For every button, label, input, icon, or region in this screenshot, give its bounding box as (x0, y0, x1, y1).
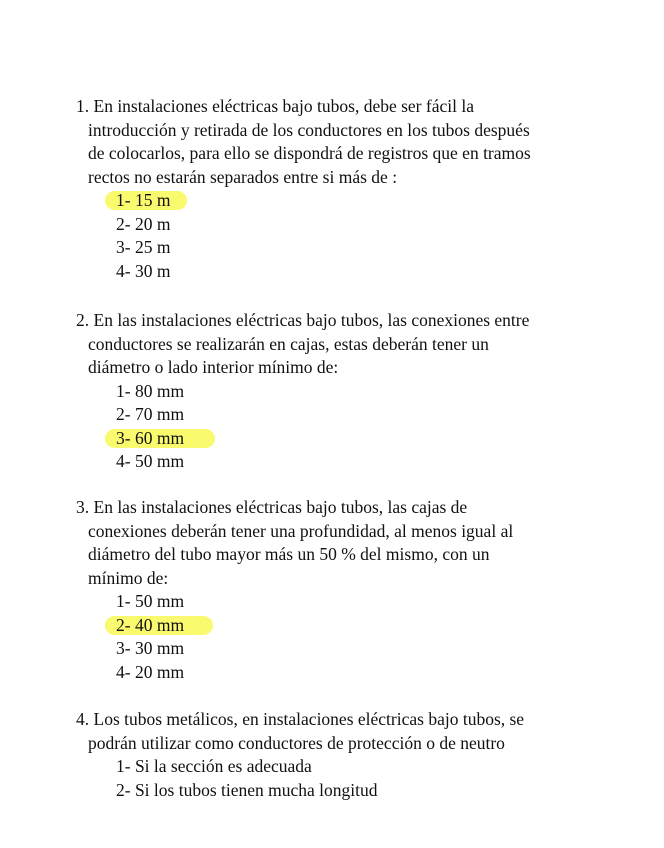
question-3 (76, 496, 616, 684)
option-label: 3- 60 mm (116, 427, 185, 448)
question-3-line-4: mínimo de: (88, 567, 169, 588)
option-label: 2- 70 mm (116, 404, 185, 424)
question-2-option-4 (76, 450, 616, 474)
option-label: 2- Si los tubos tienen mucha longitud (116, 779, 378, 800)
question-1-line-1: 1. En instalaciones eléctricas bajo tubos, debe ser fácil la (76, 96, 474, 116)
question-1-option-4 (76, 260, 616, 284)
option-label: 4- 30 m (116, 260, 171, 281)
question-1-option-3 (76, 236, 616, 260)
option-label: 4- 20 mm (116, 661, 185, 682)
option-label: 1- 80 mm (116, 380, 185, 401)
question-1 (76, 95, 616, 283)
question-2-line-3: diámetro o lado interior mínimo de: (88, 357, 339, 377)
question-1-option-2 (76, 213, 616, 237)
question-4 (76, 708, 616, 802)
option-label: 2- 20 m (116, 213, 171, 234)
question-1-line-2: introducción y retirada de los conductores en los tubos después (88, 119, 530, 140)
question-4-option-1 (76, 755, 616, 779)
option-label: 1- Si la sección es adecuada (116, 756, 312, 776)
option-label: 3- 30 mm (116, 638, 185, 658)
question-3-line-3: diámetro del tubo mayor más un 50 % del mismo, con un (88, 544, 490, 564)
question-3-option-4 (76, 661, 616, 685)
question-3-line-1: 3. En las instalaciones eléctricas bajo tubos, las cajas de (76, 497, 468, 517)
question-2-option-3 (76, 427, 616, 451)
question-2-line-2: conductores se realizarán en cajas, estas deberán tener un (88, 333, 489, 354)
question-1-line-3: de colocarlos, para ello se dispondrá de registros que en tramos (88, 143, 531, 163)
question-3-option-1 (76, 590, 616, 614)
option-label: 2- 40 mm (116, 614, 185, 635)
question-1-line-4: rectos no estarán separados entre si más de : (88, 166, 398, 187)
question-4-line-1: 4. Los tubos metálicos, en instalaciones eléctricas bajo tubos, se (76, 709, 525, 729)
question-2-line-1: 2. En las instalaciones eléctricas bajo tubos, las conexiones entre (76, 310, 530, 330)
option-label: 1- 15 m (116, 190, 171, 210)
question-3-option-3 (76, 637, 616, 661)
question-3-line-2: conexiones deberán tener una profundidad, al menos igual al (88, 520, 514, 541)
option-label: 4- 50 mm (116, 451, 185, 471)
question-4-line-2: podrán utilizar como conductores de protección o de neutro (88, 732, 505, 753)
question-2-option-1 (76, 380, 616, 404)
question-2 (76, 309, 616, 474)
question-4-option-2 (76, 779, 616, 803)
question-2-option-2 (76, 403, 616, 427)
option-label: 1- 50 mm (116, 591, 185, 611)
option-label: 3- 25 m (116, 237, 171, 257)
question-1-option-1 (76, 189, 616, 213)
question-3-option-2 (76, 614, 616, 638)
